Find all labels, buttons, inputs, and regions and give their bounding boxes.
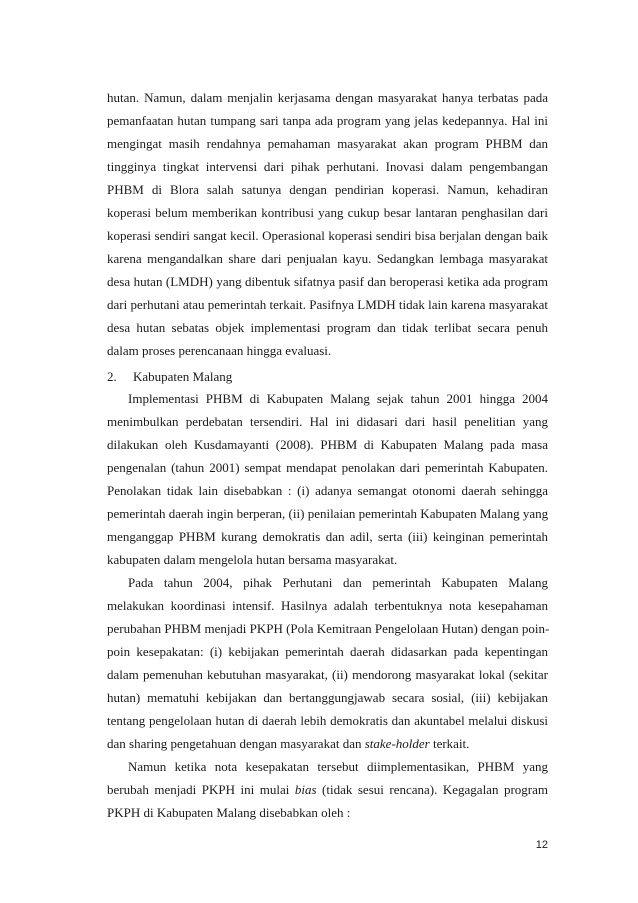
page-number: 12 <box>535 839 548 851</box>
paragraph-line: PKPH di Kabupaten Malang disebabkan oleh : <box>107 805 351 820</box>
paragraph-line: melakukan koordinasi intensif. Hasilnya adalah terbentuknya nota kesepahaman <box>107 598 548 613</box>
paragraph-line: Pada tahun 2004, pihak Perhutani dan pemerintah Kabupaten Malang <box>128 575 548 590</box>
paragraph-line: desa hutan (LMDH) yang dibentuk sifatnya pasif dan beroperasi ketika ada program <box>107 274 548 289</box>
paragraph-line: dalam proses perencanaan hingga evaluasi. <box>107 343 332 358</box>
paragraph-line: Penolakan tidak lain disebabkan : (i) adanya semangat otonomi daerah sehingga <box>107 483 548 498</box>
text-run: (tidak sesui rencana). Kegagalan program <box>316 782 549 797</box>
paragraph-line: koperasi sendiri sangat kecil. Operasional koperasi sendiri bisa berjalan dengan baik <box>107 228 548 243</box>
paragraph-line: menganggap PHBM kurang demokratis dan adil, serta (iii) keinginan pemerintah <box>107 529 548 544</box>
section-number: 2. <box>107 369 117 384</box>
paragraph-line: pemanfaatan hutan tumpang sari tanpa ada program yang jelas kedepannya. Hal ini <box>107 113 548 128</box>
paragraph-line: PHBM di Blora salah satunya dengan pendirian koperasi. Namun, kehadiran <box>107 182 548 197</box>
paragraph-line: mengingat masih rendahnya pemahaman masyarakat akan program PHBM dan <box>107 136 548 151</box>
paragraph-line: dalam pemenuhan kebutuhan masyarakat, (ii) mendorong masyarakat lokal (sekitar <box>107 667 548 682</box>
paragraph-line: Namun ketika nota kesepakatan tersebut diimplementasikan, PHBM yang <box>128 759 548 774</box>
italic-term: bias <box>294 782 317 797</box>
text-run: berubah menjadi PKPH ini mulai <box>107 782 295 797</box>
paragraph-line: poin kesepakatan: (i) kebijakan pemerintah daerah didasarkan pada kepentingan <box>107 644 548 659</box>
paragraph-line <box>107 782 548 798</box>
paragraph-line: pemerintah daerah ingin berperan, (ii) penilaian pemerintah Kabupaten Malang yang <box>107 506 549 521</box>
text-run: dan sharing pengetahuan dengan masyarakat dan <box>107 736 365 751</box>
paragraph-line: hutan. Namun, dalam menjalin kerjasama dengan masyarakat hanya terbatas pada <box>107 90 548 105</box>
paragraph-line: perubahan PHBM menjadi PKPH (Pola Kemitraan Pengelolaan Hutan) dengan poin- <box>107 621 550 636</box>
paragraph-line: Implementasi PHBM di Kabupaten Malang sejak tahun 2001 hingga 2004 <box>128 391 548 406</box>
paragraph-line <box>107 736 548 752</box>
paragraph-line: dari perhutani atau pemerintah terkait. Pasifnya LMDH tidak lain karena masyarakat <box>107 297 548 312</box>
italic-term: stake-holder <box>364 736 430 751</box>
paragraph-line: koperasi belum memberikan kontribusi yang cukup besar lantaran penghasilan dari <box>107 205 548 220</box>
paragraph-line: menimbulkan perdebatan tersendiri. Hal ini didasari dari hasil penelitian yang <box>107 414 548 429</box>
section-title: Kabupaten Malang <box>133 369 233 384</box>
paragraph-line: hutan) mematuhi kebijakan dan bertanggungjawab secara sosial, (iii) kebijakan <box>107 690 548 705</box>
paragraph-line: tingginya tingkat intervensi dari pihak perhutani. Inovasi dalam pengembangan <box>107 159 548 174</box>
paragraph-line: kabupaten dalam mengelola hutan bersama masyarakat. <box>107 552 398 567</box>
paragraph-line: karena mengandalkan share dari penjualan kayu. Sedangkan lembaga masyarakat <box>107 251 548 266</box>
paragraph-line: desa hutan sebatas objek implementasi program dan tidak terlibat secara penuh <box>107 320 548 335</box>
paragraph-line: pengenalan (tahun 2001) sempat mendapat penolakan dari pemerintah Kabupaten. <box>107 460 548 475</box>
paragraph-line: tentang pengelolaan hutan di daerah lebih demokratis dan akuntabel melalui diskusi <box>107 713 548 728</box>
text-run: terkait. <box>429 736 470 751</box>
paragraph-line: dilakukan oleh Kusdamayanti (2008). PHBM di Kabupaten Malang pada masa <box>107 437 548 452</box>
